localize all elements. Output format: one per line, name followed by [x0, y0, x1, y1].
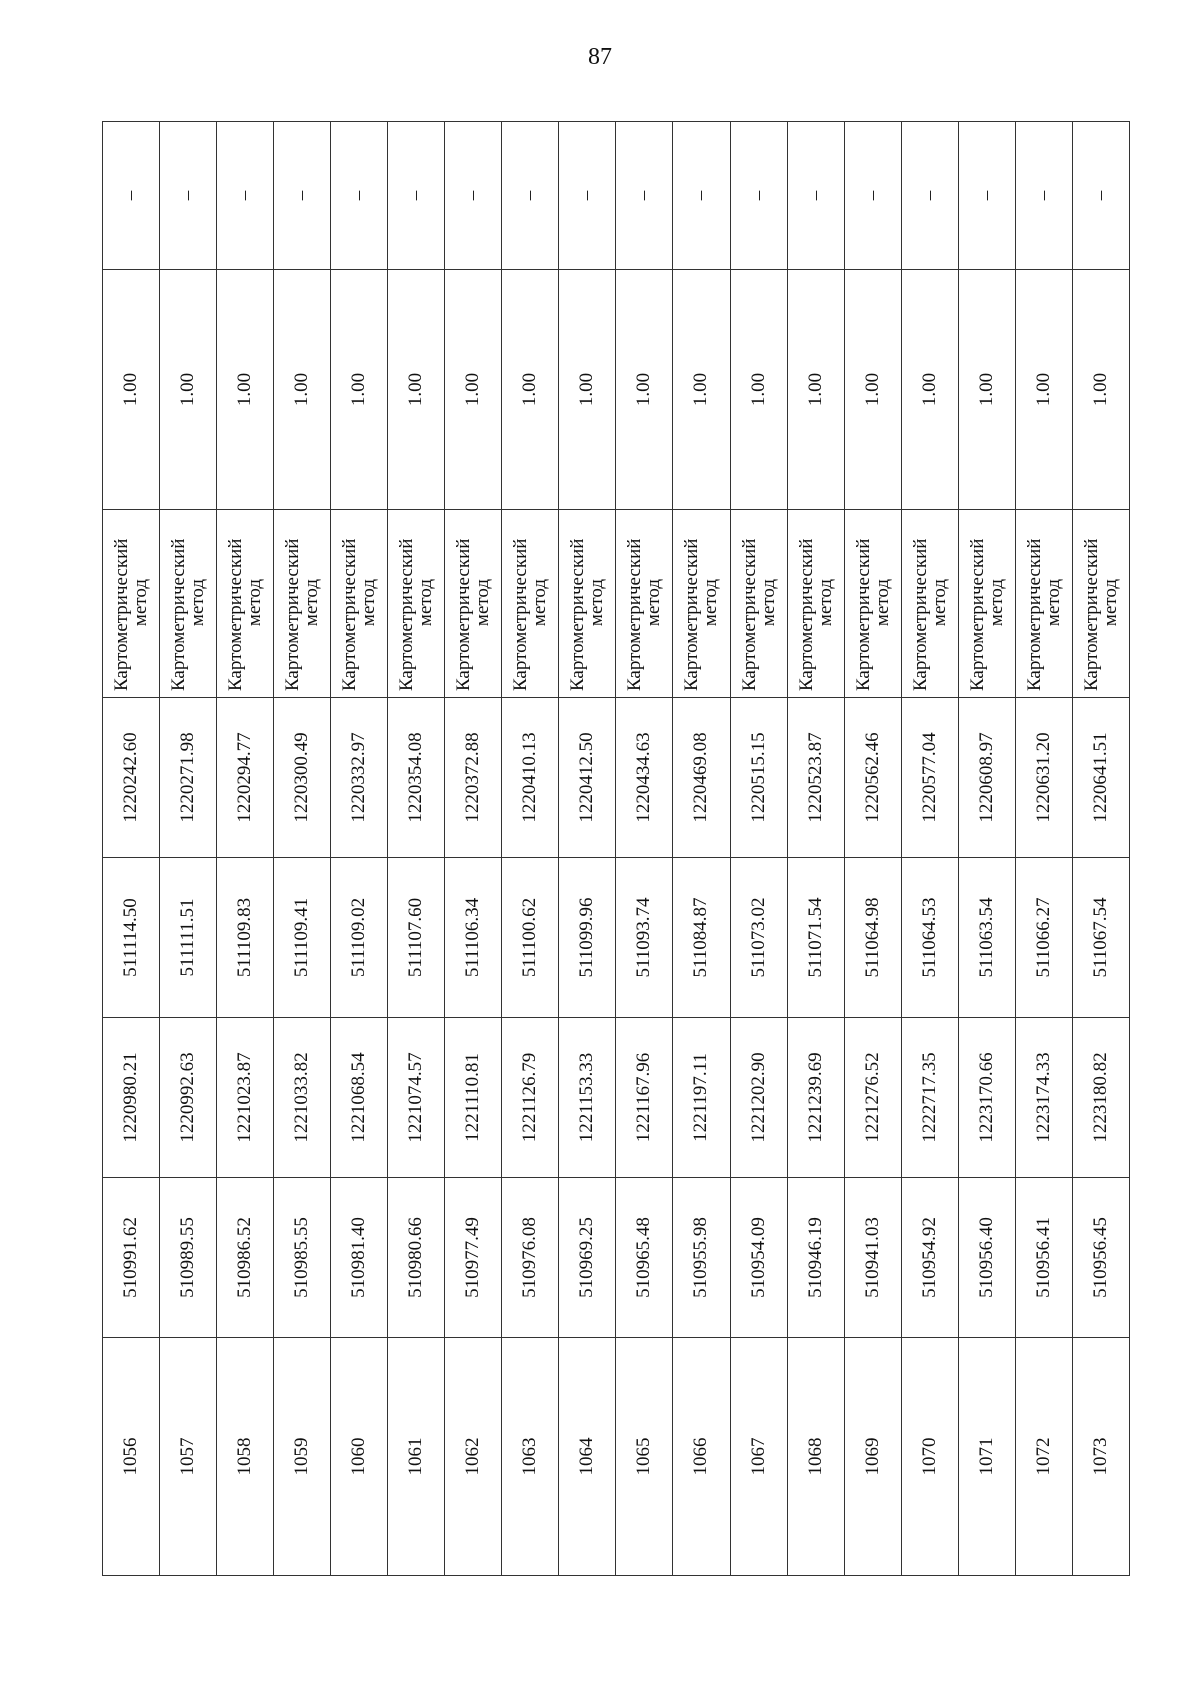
table-row	[1015, 122, 1072, 1576]
table-row	[559, 122, 616, 1576]
method-line1: Картометрический	[396, 538, 418, 691]
x-coordinate-alt-cell: 511067.54	[1072, 858, 1129, 1018]
table-row	[844, 122, 901, 1576]
point-number-cell: 1057	[160, 1338, 217, 1576]
method-cell	[616, 510, 673, 698]
method-cell	[730, 510, 787, 698]
table-row	[958, 122, 1015, 1576]
x-coordinate-alt-cell: 511106.34	[445, 858, 502, 1018]
table-row	[160, 122, 217, 1576]
note-cell: –	[274, 122, 331, 270]
method-line2: метод	[529, 578, 551, 627]
y-coordinate-alt-cell: 1220434.63	[616, 698, 673, 858]
y-coordinate-alt-cell: 1220641.51	[1072, 698, 1129, 858]
point-number-cell: 1070	[901, 1338, 958, 1576]
y-coordinate-cell: 1221197.11	[673, 1018, 730, 1178]
y-coordinate-alt-cell: 1220631.20	[1015, 698, 1072, 858]
method-line1: Картометрический	[1023, 538, 1045, 691]
method-cell	[445, 510, 502, 698]
table-row	[901, 122, 958, 1576]
point-number-cell: 1062	[445, 1338, 502, 1576]
y-coordinate-cell: 1221276.52	[844, 1018, 901, 1178]
method-line1: Картометрический	[966, 538, 988, 691]
x-coordinate-cell: 510977.49	[445, 1178, 502, 1338]
y-coordinate-alt-cell: 1220354.08	[388, 698, 445, 858]
point-number-cell: 1068	[787, 1338, 844, 1576]
accuracy-cell: 1.00	[1015, 270, 1072, 510]
y-coordinate-alt-cell: 1220300.49	[274, 698, 331, 858]
accuracy-cell: 1.00	[730, 270, 787, 510]
method-line2: метод	[301, 578, 323, 627]
x-coordinate-alt-cell: 511109.02	[331, 858, 388, 1018]
x-coordinate-cell: 510954.92	[901, 1178, 958, 1338]
y-coordinate-cell: 1221167.96	[616, 1018, 673, 1178]
point-number-cell: 1063	[502, 1338, 559, 1576]
y-coordinate-alt-cell: 1220242.60	[103, 698, 160, 858]
x-coordinate-alt-cell: 511109.83	[217, 858, 274, 1018]
method-cell	[1072, 510, 1129, 698]
note-cell: –	[559, 122, 616, 270]
y-coordinate-alt-cell: 1220562.46	[844, 698, 901, 858]
point-number-cell: 1064	[559, 1338, 616, 1576]
method-cell	[160, 510, 217, 698]
method-line2: метод	[1099, 578, 1121, 627]
method-cell	[331, 510, 388, 698]
table-row	[445, 122, 502, 1576]
method-line1: Картометрический	[1080, 538, 1102, 691]
method-line2: метод	[187, 578, 209, 627]
method-line1: Картометрический	[909, 538, 931, 691]
y-coordinate-cell: 1221126.79	[502, 1018, 559, 1178]
method-cell	[502, 510, 559, 698]
x-coordinate-alt-cell: 511064.98	[844, 858, 901, 1018]
method-line1: Картометрический	[225, 538, 247, 691]
y-coordinate-alt-cell: 1220577.04	[901, 698, 958, 858]
y-coordinate-cell: 1221068.54	[331, 1018, 388, 1178]
note-cell: –	[331, 122, 388, 270]
x-coordinate-cell: 510956.41	[1015, 1178, 1072, 1338]
x-coordinate-alt-cell: 511099.96	[559, 858, 616, 1018]
point-number-cell: 1056	[103, 1338, 160, 1576]
note-cell: –	[388, 122, 445, 270]
method-cell	[844, 510, 901, 698]
y-coordinate-cell: 1221033.82	[274, 1018, 331, 1178]
table-row	[274, 122, 331, 1576]
y-coordinate-alt-cell: 1220469.08	[673, 698, 730, 858]
y-coordinate-alt-cell: 1220372.88	[445, 698, 502, 858]
y-coordinate-cell: 1223180.82	[1072, 1018, 1129, 1178]
method-line1: Картометрический	[168, 538, 190, 691]
table-row	[787, 122, 844, 1576]
method-cell	[673, 510, 730, 698]
method-line2: метод	[985, 578, 1007, 627]
method-line1: Картометрический	[510, 538, 532, 691]
x-coordinate-alt-cell: 511066.27	[1015, 858, 1072, 1018]
table-row	[388, 122, 445, 1576]
x-coordinate-cell: 510946.19	[787, 1178, 844, 1338]
x-coordinate-cell: 510956.40	[958, 1178, 1015, 1338]
method-line1: Картометрический	[453, 538, 475, 691]
y-coordinate-alt-cell: 1220523.87	[787, 698, 844, 858]
method-line2: метод	[814, 578, 836, 627]
y-coordinate-alt-cell: 1220515.15	[730, 698, 787, 858]
method-cell	[388, 510, 445, 698]
x-coordinate-cell: 510976.08	[502, 1178, 559, 1338]
x-coordinate-cell: 510986.52	[217, 1178, 274, 1338]
method-line1: Картометрический	[624, 538, 646, 691]
method-line2: метод	[757, 578, 779, 627]
x-coordinate-cell: 510955.98	[673, 1178, 730, 1338]
accuracy-cell: 1.00	[1072, 270, 1129, 510]
y-coordinate-cell: 1221110.81	[445, 1018, 502, 1178]
page-number: 87	[588, 44, 612, 70]
method-cell	[787, 510, 844, 698]
note-cell: –	[958, 122, 1015, 270]
x-coordinate-alt-cell: 511071.54	[787, 858, 844, 1018]
y-coordinate-alt-cell: 1220332.97	[331, 698, 388, 858]
y-coordinate-cell: 1221239.69	[787, 1018, 844, 1178]
table-row	[331, 122, 388, 1576]
method-cell	[1015, 510, 1072, 698]
method-line2: метод	[130, 578, 152, 627]
table-row	[730, 122, 787, 1576]
table-row	[217, 122, 274, 1576]
y-coordinate-cell: 1220980.21	[103, 1018, 160, 1178]
y-coordinate-cell: 1221153.33	[559, 1018, 616, 1178]
point-number-cell: 1060	[331, 1338, 388, 1576]
method-cell	[901, 510, 958, 698]
accuracy-cell: 1.00	[331, 270, 388, 510]
method-line2: метод	[928, 578, 950, 627]
accuracy-cell: 1.00	[958, 270, 1015, 510]
table-row	[616, 122, 673, 1576]
accuracy-cell: 1.00	[844, 270, 901, 510]
y-coordinate-cell: 1221074.57	[388, 1018, 445, 1178]
point-number-cell: 1065	[616, 1338, 673, 1576]
method-cell	[217, 510, 274, 698]
method-line2: метод	[700, 578, 722, 627]
accuracy-cell: 1.00	[217, 270, 274, 510]
y-coordinate-alt-cell: 1220410.13	[502, 698, 559, 858]
table-row	[502, 122, 559, 1576]
accuracy-cell: 1.00	[388, 270, 445, 510]
accuracy-cell: 1.00	[673, 270, 730, 510]
point-number-cell: 1058	[217, 1338, 274, 1576]
point-number-cell: 1066	[673, 1338, 730, 1576]
x-coordinate-cell: 510941.03	[844, 1178, 901, 1338]
accuracy-cell: 1.00	[445, 270, 502, 510]
y-coordinate-alt-cell: 1220294.77	[217, 698, 274, 858]
table-row	[103, 122, 160, 1576]
method-cell	[559, 510, 616, 698]
x-coordinate-alt-cell: 511073.02	[730, 858, 787, 1018]
accuracy-cell: 1.00	[103, 270, 160, 510]
y-coordinate-cell: 1221202.90	[730, 1018, 787, 1178]
method-cell	[274, 510, 331, 698]
method-line1: Картометрический	[681, 538, 703, 691]
note-cell: –	[616, 122, 673, 270]
accuracy-cell: 1.00	[274, 270, 331, 510]
method-line1: Картометрический	[795, 538, 817, 691]
method-line2: метод	[244, 578, 266, 627]
note-cell: –	[844, 122, 901, 270]
note-cell: –	[787, 122, 844, 270]
method-line2: метод	[1042, 578, 1064, 627]
x-coordinate-alt-cell: 511093.74	[616, 858, 673, 1018]
table-body	[103, 122, 1130, 1576]
note-cell: –	[673, 122, 730, 270]
point-number-cell: 1061	[388, 1338, 445, 1576]
note-cell: –	[730, 122, 787, 270]
coordinates-table-wrapper	[102, 122, 1130, 1576]
method-line2: метод	[871, 578, 893, 627]
method-line2: метод	[415, 578, 437, 627]
note-cell: –	[103, 122, 160, 270]
method-cell	[103, 510, 160, 698]
x-coordinate-cell: 510965.48	[616, 1178, 673, 1338]
y-coordinate-cell: 1221023.87	[217, 1018, 274, 1178]
method-cell	[958, 510, 1015, 698]
note-cell: –	[502, 122, 559, 270]
method-line2: метод	[358, 578, 380, 627]
note-cell: –	[1015, 122, 1072, 270]
accuracy-cell: 1.00	[616, 270, 673, 510]
x-coordinate-alt-cell: 511064.53	[901, 858, 958, 1018]
method-line1: Картометрический	[567, 538, 589, 691]
note-cell: –	[160, 122, 217, 270]
x-coordinate-alt-cell: 511114.50	[103, 858, 160, 1018]
point-number-cell: 1059	[274, 1338, 331, 1576]
method-line1: Картометрический	[339, 538, 361, 691]
method-line2: метод	[472, 578, 494, 627]
point-number-cell: 1067	[730, 1338, 787, 1576]
x-coordinate-cell: 510954.09	[730, 1178, 787, 1338]
x-coordinate-alt-cell: 511107.60	[388, 858, 445, 1018]
point-number-cell: 1072	[1015, 1338, 1072, 1576]
y-coordinate-cell: 1220992.63	[160, 1018, 217, 1178]
method-line1: Картометрический	[852, 538, 874, 691]
x-coordinate-cell: 510989.55	[160, 1178, 217, 1338]
x-coordinate-alt-cell: 511111.51	[160, 858, 217, 1018]
x-coordinate-cell: 510980.66	[388, 1178, 445, 1338]
point-number-cell: 1073	[1072, 1338, 1129, 1576]
accuracy-cell: 1.00	[901, 270, 958, 510]
y-coordinate-cell: 1222717.35	[901, 1018, 958, 1178]
note-cell: –	[901, 122, 958, 270]
coordinates-table	[102, 121, 1130, 1576]
method-line1: Картометрический	[738, 538, 760, 691]
point-number-cell: 1071	[958, 1338, 1015, 1576]
table-row	[1072, 122, 1129, 1576]
note-cell: –	[217, 122, 274, 270]
y-coordinate-alt-cell: 1220608.97	[958, 698, 1015, 858]
accuracy-cell: 1.00	[502, 270, 559, 510]
method-line2: метод	[643, 578, 665, 627]
accuracy-cell: 1.00	[559, 270, 616, 510]
y-coordinate-cell: 1223170.66	[958, 1018, 1015, 1178]
y-coordinate-cell: 1223174.33	[1015, 1018, 1072, 1178]
table-row	[673, 122, 730, 1576]
x-coordinate-alt-cell: 511063.54	[958, 858, 1015, 1018]
method-line1: Картометрический	[282, 538, 304, 691]
x-coordinate-alt-cell: 511109.41	[274, 858, 331, 1018]
y-coordinate-alt-cell: 1220412.50	[559, 698, 616, 858]
accuracy-cell: 1.00	[160, 270, 217, 510]
x-coordinate-cell: 510956.45	[1072, 1178, 1129, 1338]
note-cell: –	[445, 122, 502, 270]
method-line1: Картометрический	[111, 538, 133, 691]
method-line2: метод	[586, 578, 608, 627]
x-coordinate-cell: 510985.55	[274, 1178, 331, 1338]
y-coordinate-alt-cell: 1220271.98	[160, 698, 217, 858]
x-coordinate-alt-cell: 511084.87	[673, 858, 730, 1018]
note-cell: –	[1072, 122, 1129, 270]
x-coordinate-cell: 510981.40	[331, 1178, 388, 1338]
x-coordinate-alt-cell: 511100.62	[502, 858, 559, 1018]
x-coordinate-cell: 510969.25	[559, 1178, 616, 1338]
x-coordinate-cell: 510991.62	[103, 1178, 160, 1338]
accuracy-cell: 1.00	[787, 270, 844, 510]
point-number-cell: 1069	[844, 1338, 901, 1576]
rotated-table-container	[102, 122, 1130, 1576]
